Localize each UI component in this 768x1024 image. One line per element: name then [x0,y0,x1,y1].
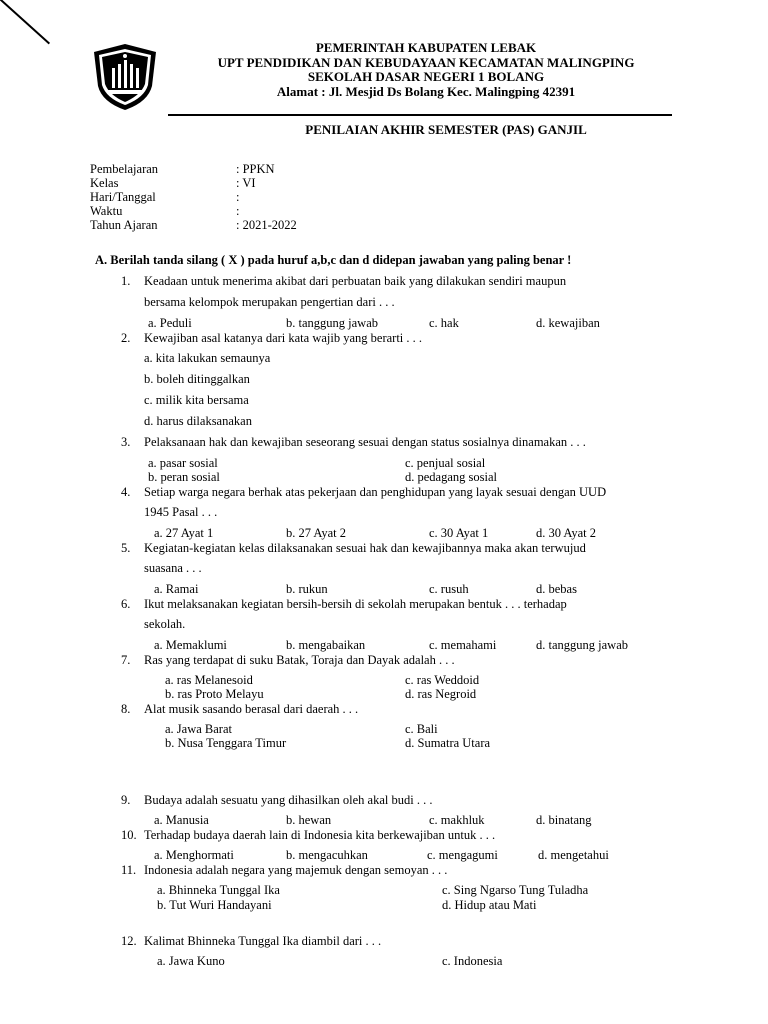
option-b[interactable]: b. mengacuhkan [286,848,368,862]
option-c[interactable]: c. Bali [405,722,438,736]
option-c[interactable]: c. Sing Ngarso Tung Tuladha [442,883,589,897]
option-b[interactable]: b. 27 Ayat 2 [286,526,346,540]
option-b[interactable]: b. rukun [286,582,328,596]
option-b[interactable]: b. boleh ditinggalkan [144,372,250,386]
question-text: Kalimat Bhinneka Tunggal Ika diambil dari . . . [144,934,382,948]
question-text: sekolah. [144,617,186,631]
option-b[interactable]: b. Nusa Tenggara Timur [165,736,287,750]
question-text: Kewajiban asal katanya dari kata wajib yang berarti . . . [144,331,423,345]
option-d[interactable]: d. bebas [536,582,577,596]
question-number: 1. [121,274,131,288]
option-a[interactable]: a. Memaklumi [154,638,227,652]
info-label: Pembelajaran [90,162,159,176]
school-name: SEKOLAH DASAR NEGERI 1 BOLANG [307,69,545,84]
question-text: Setiap warga negara berhak atas pekerjaan dan penghidupan yang layak sesuai dengan UUD [144,485,607,499]
option-d[interactable]: d. binatang [536,813,592,827]
question-text: Ras yang terdapat di suku Batak, Toraja dan Dayak adalah . . . [144,653,455,667]
question-number: 12. [121,934,137,948]
option-a[interactable]: a. ras Melanesoid [165,673,253,687]
question-number: 9. [121,793,131,807]
question-text: Kegiatan-kegiatan kelas dilaksanakan sesuai hak dan kewajibannya maka akan terwujud [144,541,586,555]
option-b[interactable]: b. Tut Wuri Handayani [157,898,272,912]
option-b[interactable]: b. mengabaikan [286,638,366,652]
option-a[interactable]: a. Menghormati [154,848,234,862]
info-label: Waktu [90,204,123,218]
option-a[interactable]: a. Ramai [154,582,199,596]
question-number: 3. [121,435,131,449]
header-divider [168,114,672,116]
question-text: Keadaan untuk menerima akibat dari perbuatan baik yang dilakukan sendiri maupun [144,274,567,288]
question-number: 7. [121,653,131,667]
option-c[interactable]: c. rusuh [429,582,469,596]
option-c[interactable]: c. 30 Ayat 1 [429,526,489,540]
option-b[interactable]: b. ras Proto Melayu [165,687,264,701]
option-c[interactable]: c. hak [429,316,459,330]
option-a[interactable]: a. Peduli [148,316,192,330]
info-label: Kelas [90,176,119,190]
option-c[interactable]: c. mengagumi [427,848,498,862]
question-number: 6. [121,597,131,611]
option-d[interactable]: d. pedagang sosial [405,470,497,484]
option-d[interactable]: d. mengetahui [538,848,609,862]
option-c[interactable]: c. Indonesia [442,954,503,968]
info-value: : 2021-2022 [236,218,297,232]
question-text: 1945 Pasal . . . [144,505,218,519]
option-a[interactable]: a. 27 Ayat 1 [154,526,214,540]
option-d[interactable]: d. Hidup atau Mati [442,898,537,912]
question-text: Terhadap budaya daerah lain di Indonesia kita berkewajiban untuk . . . [144,828,496,842]
option-d[interactable]: d. ras Negroid [405,687,477,701]
info-value: : [236,190,240,204]
option-d[interactable]: d. Sumatra Utara [405,736,491,750]
option-b[interactable]: b. tanggung jawab [286,316,378,330]
info-label: Tahun Ajaran [90,218,158,232]
question-text: suasana . . . [144,561,202,575]
question-number: 8. [121,702,131,716]
option-b[interactable]: b. hewan [286,813,332,827]
option-d[interactable]: d. tanggung jawab [536,638,628,652]
option-c[interactable]: c. makhluk [429,813,485,827]
option-a[interactable]: a. kita lakukan semaunya [144,351,271,365]
option-d[interactable]: d. 30 Ayat 2 [536,526,596,540]
option-a[interactable]: a. Jawa Barat [165,722,232,736]
question-number: 4. [121,485,131,499]
option-a[interactable]: a. Bhinneka Tunggal Ika [157,883,280,897]
question-text: Ikut melaksanakan kegiatan bersih-bersih di sekolah merupakan bentuk . . . terhadap [144,597,567,611]
info-value: : VI [236,176,256,190]
option-d[interactable]: d. kewajiban [536,316,600,330]
question-text: Pelaksanaan hak dan kewajiban seseorang sesuai dengan status sosialnya dinamakan . . . [144,435,586,449]
question-text: bersama kelompok merupakan pengertian dari . . . [144,295,395,309]
info-label: Hari/Tanggal [90,190,156,204]
question-text: Indonesia adalah negara yang majemuk dengan semoyan . . . [144,863,448,877]
question-number: 10. [121,828,137,842]
question-number: 11. [121,863,137,877]
option-c[interactable]: c. milik kita bersama [144,393,249,407]
corner-line [0,0,50,44]
option-a[interactable]: a. Manusia [154,813,209,827]
question-number: 2. [121,331,131,345]
question-text: Budaya adalah sesuatu yang dihasilkan oleh akal budi . . . [144,793,433,807]
question-text: Alat musik sasando berasal dari daerah . . . [144,702,359,716]
option-c[interactable]: c. penjual sosial [405,456,486,470]
office-title: UPT PENDIDIKAN DAN KEBUDAYAAN KECAMATAN MALINGPING [217,55,635,70]
question-number: 5. [121,541,131,555]
option-b[interactable]: b. peran sosial [148,470,220,484]
school-address: Alamat : Jl. Mesjid Ds Bolang Kec. Malingping 42391 [276,84,576,99]
option-c[interactable]: c. memahami [429,638,497,652]
school-logo-icon [90,42,160,112]
info-value: : [236,204,240,218]
info-value: : PPKN [236,162,275,176]
option-d[interactable]: d. harus dilaksanakan [144,414,252,428]
option-a[interactable]: a. Jawa Kuno [157,954,225,968]
option-c[interactable]: c. ras Weddoid [405,673,480,687]
exam-title: PENILAIAN AKHIR SEMESTER (PAS) GANJIL [305,122,587,137]
option-a[interactable]: a. pasar sosial [148,456,218,470]
section-a-instruction: A. Berilah tanda silang ( X ) pada huruf a,b,c dan d didepan jawaban yang paling benar ! [95,253,572,267]
gov-title: PEMERINTAH KABUPATEN LEBAK [315,40,537,55]
